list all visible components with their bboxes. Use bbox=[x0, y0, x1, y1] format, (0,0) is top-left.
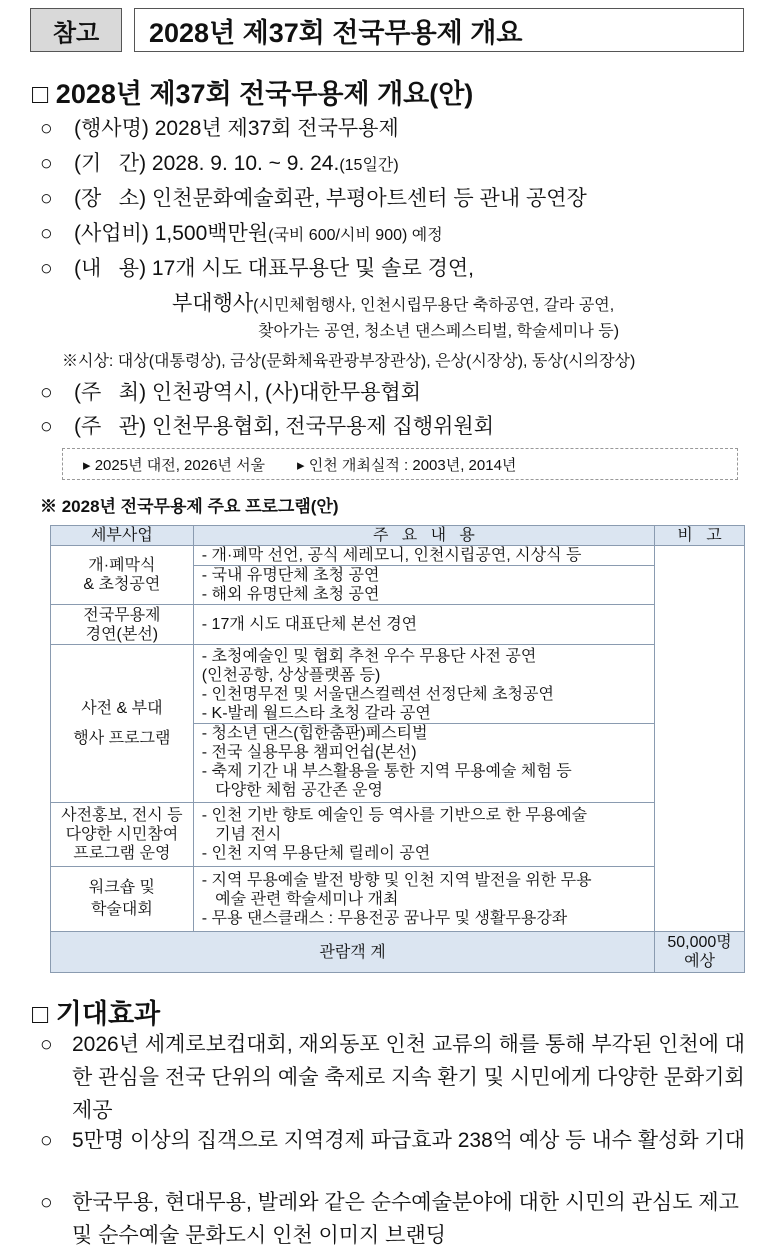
table-row: 사전 & 부대 행사 프로그램 - 초청예술인 및 협회 추천 우수 무용단 사전 공연 (인천공항, 상상플랫폼 등) - 인천명무전 및 서울댄스컬렉션 선정단체 초청공연 - K-발레 월드스타 초청 갈라 공연 - 청소년 댄스(힙한춤판)페스티벌 - 전국 실용무용 챔피언쉽(본선) - 축제 기간 내 부스활용을 통한 지역 무용예술 체험 등 다양한 체험 공간존 운영 bbox=[51, 645, 745, 803]
effect-item: ○ 2026년 세계로보컵대회, 재외동포 인천 교류의 해를 통해 부각된 인천에 대한 관심을 전국 단위의 예술 축제로 지속 환기 및 시민에게 다양한 문화기회 제공 bbox=[40, 1033, 746, 1122]
content-continuation: 부대행사(시민체험행사, 인천시립무용단 축하공연, 갈라 공연, bbox=[172, 292, 615, 315]
table-row: 워크숍 및 학술대회 - 지역 무용예술 발전 방향 및 인천 지역 발전을 위한 무용 예술 관련 학술세미나 개최 - 무용 댄스클래스 : 무용전공 꿈나무 및 생활무용강좌 bbox=[51, 867, 745, 932]
program-table bbox=[50, 525, 745, 973]
overview-item: ○ (기 간) 2028. 9. 10. ~ 9. 24.(15일간) bbox=[40, 152, 399, 175]
overview-heading: □ 2028년 제37회 전국무용제 개요(안) bbox=[32, 79, 474, 109]
program-table-title: ※ 2028년 전국무용제 주요 프로그램(안) bbox=[40, 497, 339, 516]
table-row: 전국무용제 경연(본선) - 17개 시도 대표단체 본선 경연 bbox=[51, 605, 745, 645]
table-row: 사전홍보, 전시 등 다양한 시민참여 프로그램 운영 - 인천 기반 향토 예술인 등 역사를 기반으로 한 무용예술 기념 전시 - 인천 지역 무용단체 릴레이 공연 bbox=[51, 803, 745, 867]
overview-item: ○ (사업비) 1,500백만원(국비 600/시비 900) 예정 bbox=[40, 222, 443, 245]
remarks-cell bbox=[655, 546, 745, 932]
overview-item: ○ (장 소) 인천문화예술회관, 부평아트센터 등 관내 공연장 bbox=[40, 187, 587, 210]
overview-item: ○ (행사명) 2028년 제37회 전국무용제 bbox=[40, 117, 399, 140]
document-title: 2028년 제37회 전국무용제 개요 bbox=[134, 8, 744, 52]
reference-tag: 참고 bbox=[30, 8, 122, 52]
overview-item: ○ (주 최) 인천광역시, (사)대한무용협회 bbox=[40, 381, 421, 404]
effects-heading: □ 기대효과 bbox=[32, 999, 161, 1029]
history-box: ▸ 2025년 대전, 2026년 서울 ▸ 인천 개최실적 : 2003년, 2014년 bbox=[62, 448, 738, 480]
total-row: 관람객 계 50,000명 예상 bbox=[51, 932, 745, 973]
overview-item: ○ (내 용) 17개 시도 대표무용단 및 솔로 경연, bbox=[40, 257, 474, 280]
effect-item: ○ 5만명 이상의 집객으로 지역경제 파급효과 238억 예상 등 내수 활성화 기대 bbox=[40, 1129, 746, 1152]
content-continuation: 찾아가는 공연, 청소년 댄스페스티벌, 학술세미나 등) bbox=[258, 323, 620, 340]
effect-item: ○ 한국무용, 현대무용, 발레와 같은 순수예술분야에 대한 시민의 관심도 제고 및 순수예술 문화도시 인천 이미지 브랜딩 bbox=[40, 1191, 739, 1247]
table-row: 개·폐막식 & 초청공연 - 개·폐막 선언, 공식 세레모니, 인천시립공연, 시상식 등 - 국내 유명단체 초청 공연 - 해외 유명단체 초청 공연 bbox=[51, 546, 745, 605]
overview-item: ○ (주 관) 인천무용협회, 전국무용제 집행위원회 bbox=[40, 415, 494, 438]
table-header-row: 세부사업 주 요 내 용 비 고 bbox=[51, 526, 745, 546]
awards-note: ※시상: 대상(대통령상), 금상(문화체육관광부장관상), 은상(시장상), 동상(시의장상) bbox=[62, 353, 636, 370]
document-header bbox=[30, 8, 744, 52]
